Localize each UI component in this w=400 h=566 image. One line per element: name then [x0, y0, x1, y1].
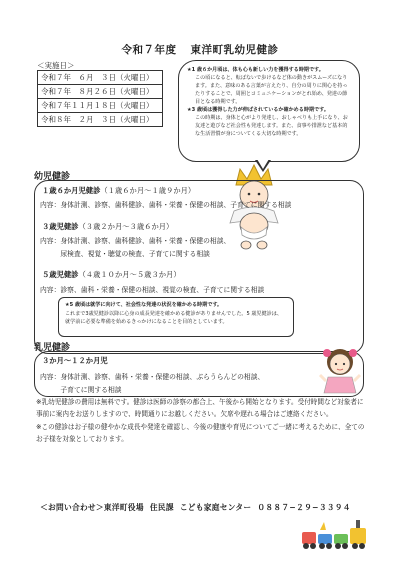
date-row — [38, 71, 163, 85]
dates-label: ＜実施日＞ — [37, 61, 75, 70]
bubble-heading-3y: ★3 歳頃は獲得した力が伸ばされているか確かめる時期です。 — [187, 107, 329, 114]
contact-label: ＜お問い合わせ＞東洋町役場 — [40, 503, 144, 512]
date-row — [38, 113, 163, 127]
dates-table — [37, 70, 163, 127]
item-content-18m: 内容：身体計測、診察、歯科健診、歯科・栄養・保健の相談、子育てに関する相談 — [40, 201, 292, 209]
train-toys-illustration — [300, 518, 370, 554]
item-title-baby: ３か月〜１２か月児 — [42, 356, 108, 365]
bubble-text-18m: この頃になると、転ばないで歩けるなど体の動きがスムーズになります。また、意味のある言葉が言えたり、自分の周りに関心を持ったりすることで、周囲とコミュニケーションがとれ始め、発達の節目となる時期です。 — [195, 74, 348, 105]
note-fee: ※乳幼児健診の費用は無料です。健診は医師の診察の都合上、午後から開始となります。受付時間など対象者に事前に案内をお送りしますので、時間通りにお越しください。欠席や遅れる場合はご連絡ください。 — [36, 398, 364, 418]
item-title-5y: ５歳児健診（４歳１０か月〜５歳３か月） — [42, 270, 181, 279]
contact-dept: 住民課 — [149, 503, 174, 512]
item-content-3y: 内容：身体計測、診察、歯科健診、歯科・栄養・保健の相談、 — [40, 237, 231, 245]
bubble-text-3y: この時期は、身体と心がより発達し、おしゃべりも上手になり、お友達と遊びなど社会性も発達します。また、食事や排泄など基本的な生活習慣が身についてくる大切な時期です。 — [195, 115, 348, 138]
contact-center: こども家庭センター — [179, 503, 252, 512]
title-year: 令和７年度 — [121, 44, 177, 56]
item-content-baby: 内容：身体計測、診察、歯科・栄養・保健の相談、ぶらうらんどの相談、 — [40, 373, 265, 381]
baby-section-label: 乳児健診 — [34, 343, 71, 353]
item-title-3y: ３歳児健診（３歳２か月〜３歳６か月） — [42, 222, 174, 231]
item-content-3y-cont: 尿検査、視覚・聴覚の検査、子育てに関する相談 — [40, 250, 210, 258]
date-cell: 令和７年 ８月２６日（火曜日） — [38, 85, 163, 99]
notice-heading: ★5 歳頃は就学に向けて、社会性な発達の状況を確かめる時期です。 — [65, 302, 223, 308]
item-content-baby-cont: 子育てに関する相談 — [40, 386, 122, 394]
contact-line — [40, 502, 357, 513]
item-content-5y: 内容：診察、歯科・栄養・保健の相談、視覚の検査、子育てに関する相談 — [40, 286, 265, 294]
notice-text: これまで3歳児健診以降に心身の成長発達を確かめる健診がありませんでした。5 歳児健診は、就学前に必要な準備を始めるきっかけになることを目的としています。 — [65, 310, 282, 326]
contact-phone: ０８８７−２９−３３９４ — [257, 503, 351, 512]
note-purpose: ※この健診はお子様の健やかな成長や発達を確認し、今後の健康や育児についてご一緒に考えるために、全てのお子様を対象としております。 — [36, 423, 365, 444]
date-row — [38, 99, 163, 113]
title-name: 東洋町乳幼児健診 — [190, 44, 279, 56]
five-year-notice — [58, 297, 294, 337]
page-title — [0, 42, 400, 57]
date-row — [38, 85, 163, 99]
info-bubble — [178, 60, 360, 162]
infant-section-label: 幼児健診 — [34, 172, 71, 182]
notes — [36, 397, 368, 448]
date-cell: 令和８年 ２月 ３日（火曜日） — [38, 113, 163, 127]
date-cell: 令和７年 ６月 ３日（火曜日） — [38, 71, 163, 85]
date-cell: 令和７年１１月１８日（火曜日） — [38, 99, 163, 113]
girl-illustration — [318, 345, 362, 397]
bubble-heading-18m: ★1 歳６か月頃は、体も心も新しい力を獲得する時期です。 — [187, 67, 324, 73]
item-title-18m: １歳６か月児健診（１歳６か月〜１歳９か月） — [42, 186, 196, 195]
